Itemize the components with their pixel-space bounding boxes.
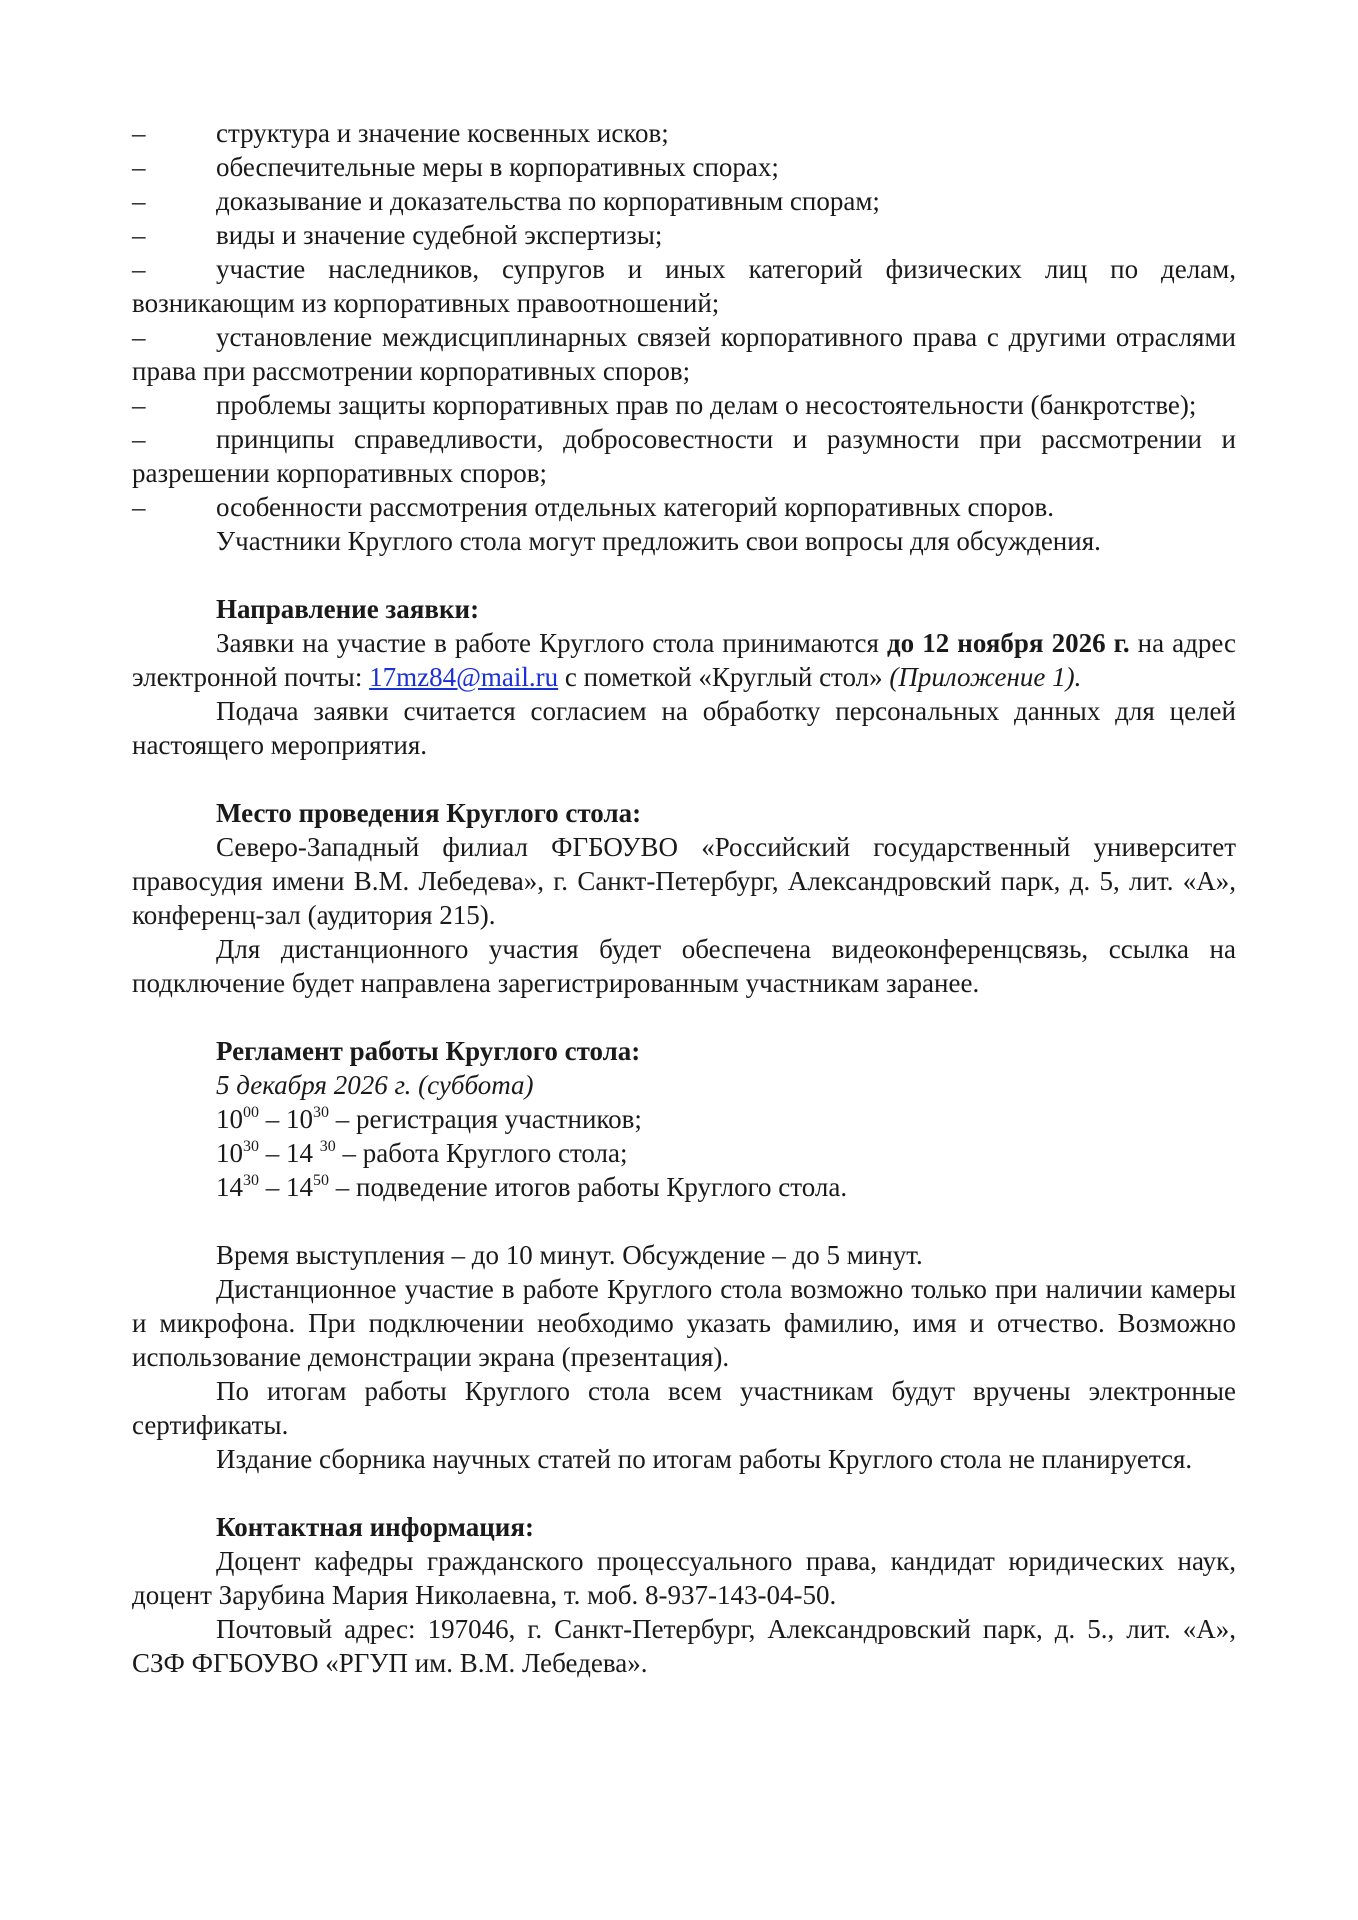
schedule-item: $10^{00} - 10^{30}$ – регистрация участников; — [216, 1104, 642, 1134]
venue-heading: Место проведения Круглого стола: — [216, 798, 642, 828]
participants-note: Участники Круглого стола могут предложить свои вопросы для обсуждения. — [216, 526, 1101, 556]
topic-item: – виды и значение судебной экспертизы; — [132, 220, 663, 250]
topic-item: – проблемы защиты корпоративных прав по делам о несостоятельности (банкротстве); — [132, 390, 1197, 420]
venue-address: Северо-Западный филиал ФГБОУВО «Российский государственный университет правосудия имени В.М. Лебедева», г. Санкт-Петербург, Александровский парк, д. 5, лит. «А», конференц-зал (аудитория 215). — [132, 832, 1236, 930]
topics-list — [132, 116, 1236, 524]
appendix-ref: (Приложение 1). — [889, 662, 1082, 692]
remote-rules: Дистанционное участие в работе Круглого стола возможно только при наличии камеры и микрофона. При подключении необходимо указать фамилию, имя и отчество. Возможно использование демонстрации экрана (презентация). — [132, 1274, 1236, 1372]
schedule-item: $10^{30} - 14$ $^{30}$ – работа Круглого стола; — [216, 1138, 628, 1168]
speech-time: Время выступления – до 10 минут. Обсуждение – до 5 минут. — [216, 1240, 923, 1270]
topic-item: – установление междисциплинарных связей корпоративного права с другими отраслями права при рассмотрении корпоративных споров; — [132, 322, 1236, 386]
contacts-heading: Контактная информация: — [216, 1512, 534, 1542]
schedule-heading: Регламент работы Круглого стола: — [216, 1036, 641, 1066]
topic-item: – доказывание и доказательства по корпоративным спорам; — [132, 186, 880, 216]
topic-item: – особенности рассмотрения отдельных категорий корпоративных споров. — [132, 492, 1054, 522]
topic-item: – участие наследников, супругов и иных категорий физических лиц по делам, возникающим из корпоративных правоотношений; — [132, 254, 1236, 318]
publication-note: Издание сборника научных статей по итогам работы Круглого стола не планируется. — [216, 1444, 1193, 1474]
email-link[interactable]: 17mz84@mail.ru — [369, 662, 559, 692]
application-text: Заявки на участие в работе Круглого стола принимаются до 12 ноября 2026 г. на адрес электронной почты: 17mz84@mail.ru с пометкой «Круглый стол» (Приложение 1). — [132, 628, 1236, 692]
schedule-date: 5 декабря 2026 г. (суббота) — [216, 1070, 534, 1100]
contact-person: Доцент кафедры гражданского процессуального права, кандидат юридических наук, доцент Зарубина Мария Николаевна, т. моб. 8-937-143-04-50. — [132, 1546, 1236, 1610]
document-body — [132, 116, 1236, 1680]
consent-text: Подача заявки считается согласием на обработку персональных данных для целей настоящего мероприятия. — [132, 696, 1236, 760]
application-deadline: до 12 ноября 2026 г. — [887, 628, 1130, 658]
schedule-item: $14^{30} - 14^{50}$ – подведение итогов работы Круглого стола. — [216, 1172, 848, 1202]
postal-address: Почтовый адрес: 197046, г. Санкт-Петербург, Александровский парк, д. 5., лит. «А», СЗФ ФГБОУВО «РГУП им. В.М. Лебедева». — [132, 1614, 1236, 1678]
venue-remote: Для дистанционного участия будет обеспечена видеоконференцсвязь, ссылка на подключение будет направлена зарегистрированным участникам заранее. — [132, 934, 1236, 998]
topic-item: – обеспечительные меры в корпоративных спорах; — [132, 152, 779, 182]
topic-item: – принципы справедливости, добросовестности и разумности при рассмотрении и разрешении корпоративных споров; — [132, 424, 1236, 488]
application-heading: Направление заявки: — [216, 594, 480, 624]
topic-item: – структура и значение косвенных исков; — [132, 118, 669, 148]
certificates-note: По итогам работы Круглого стола всем участникам будут вручены электронные сертификаты. — [132, 1376, 1236, 1440]
